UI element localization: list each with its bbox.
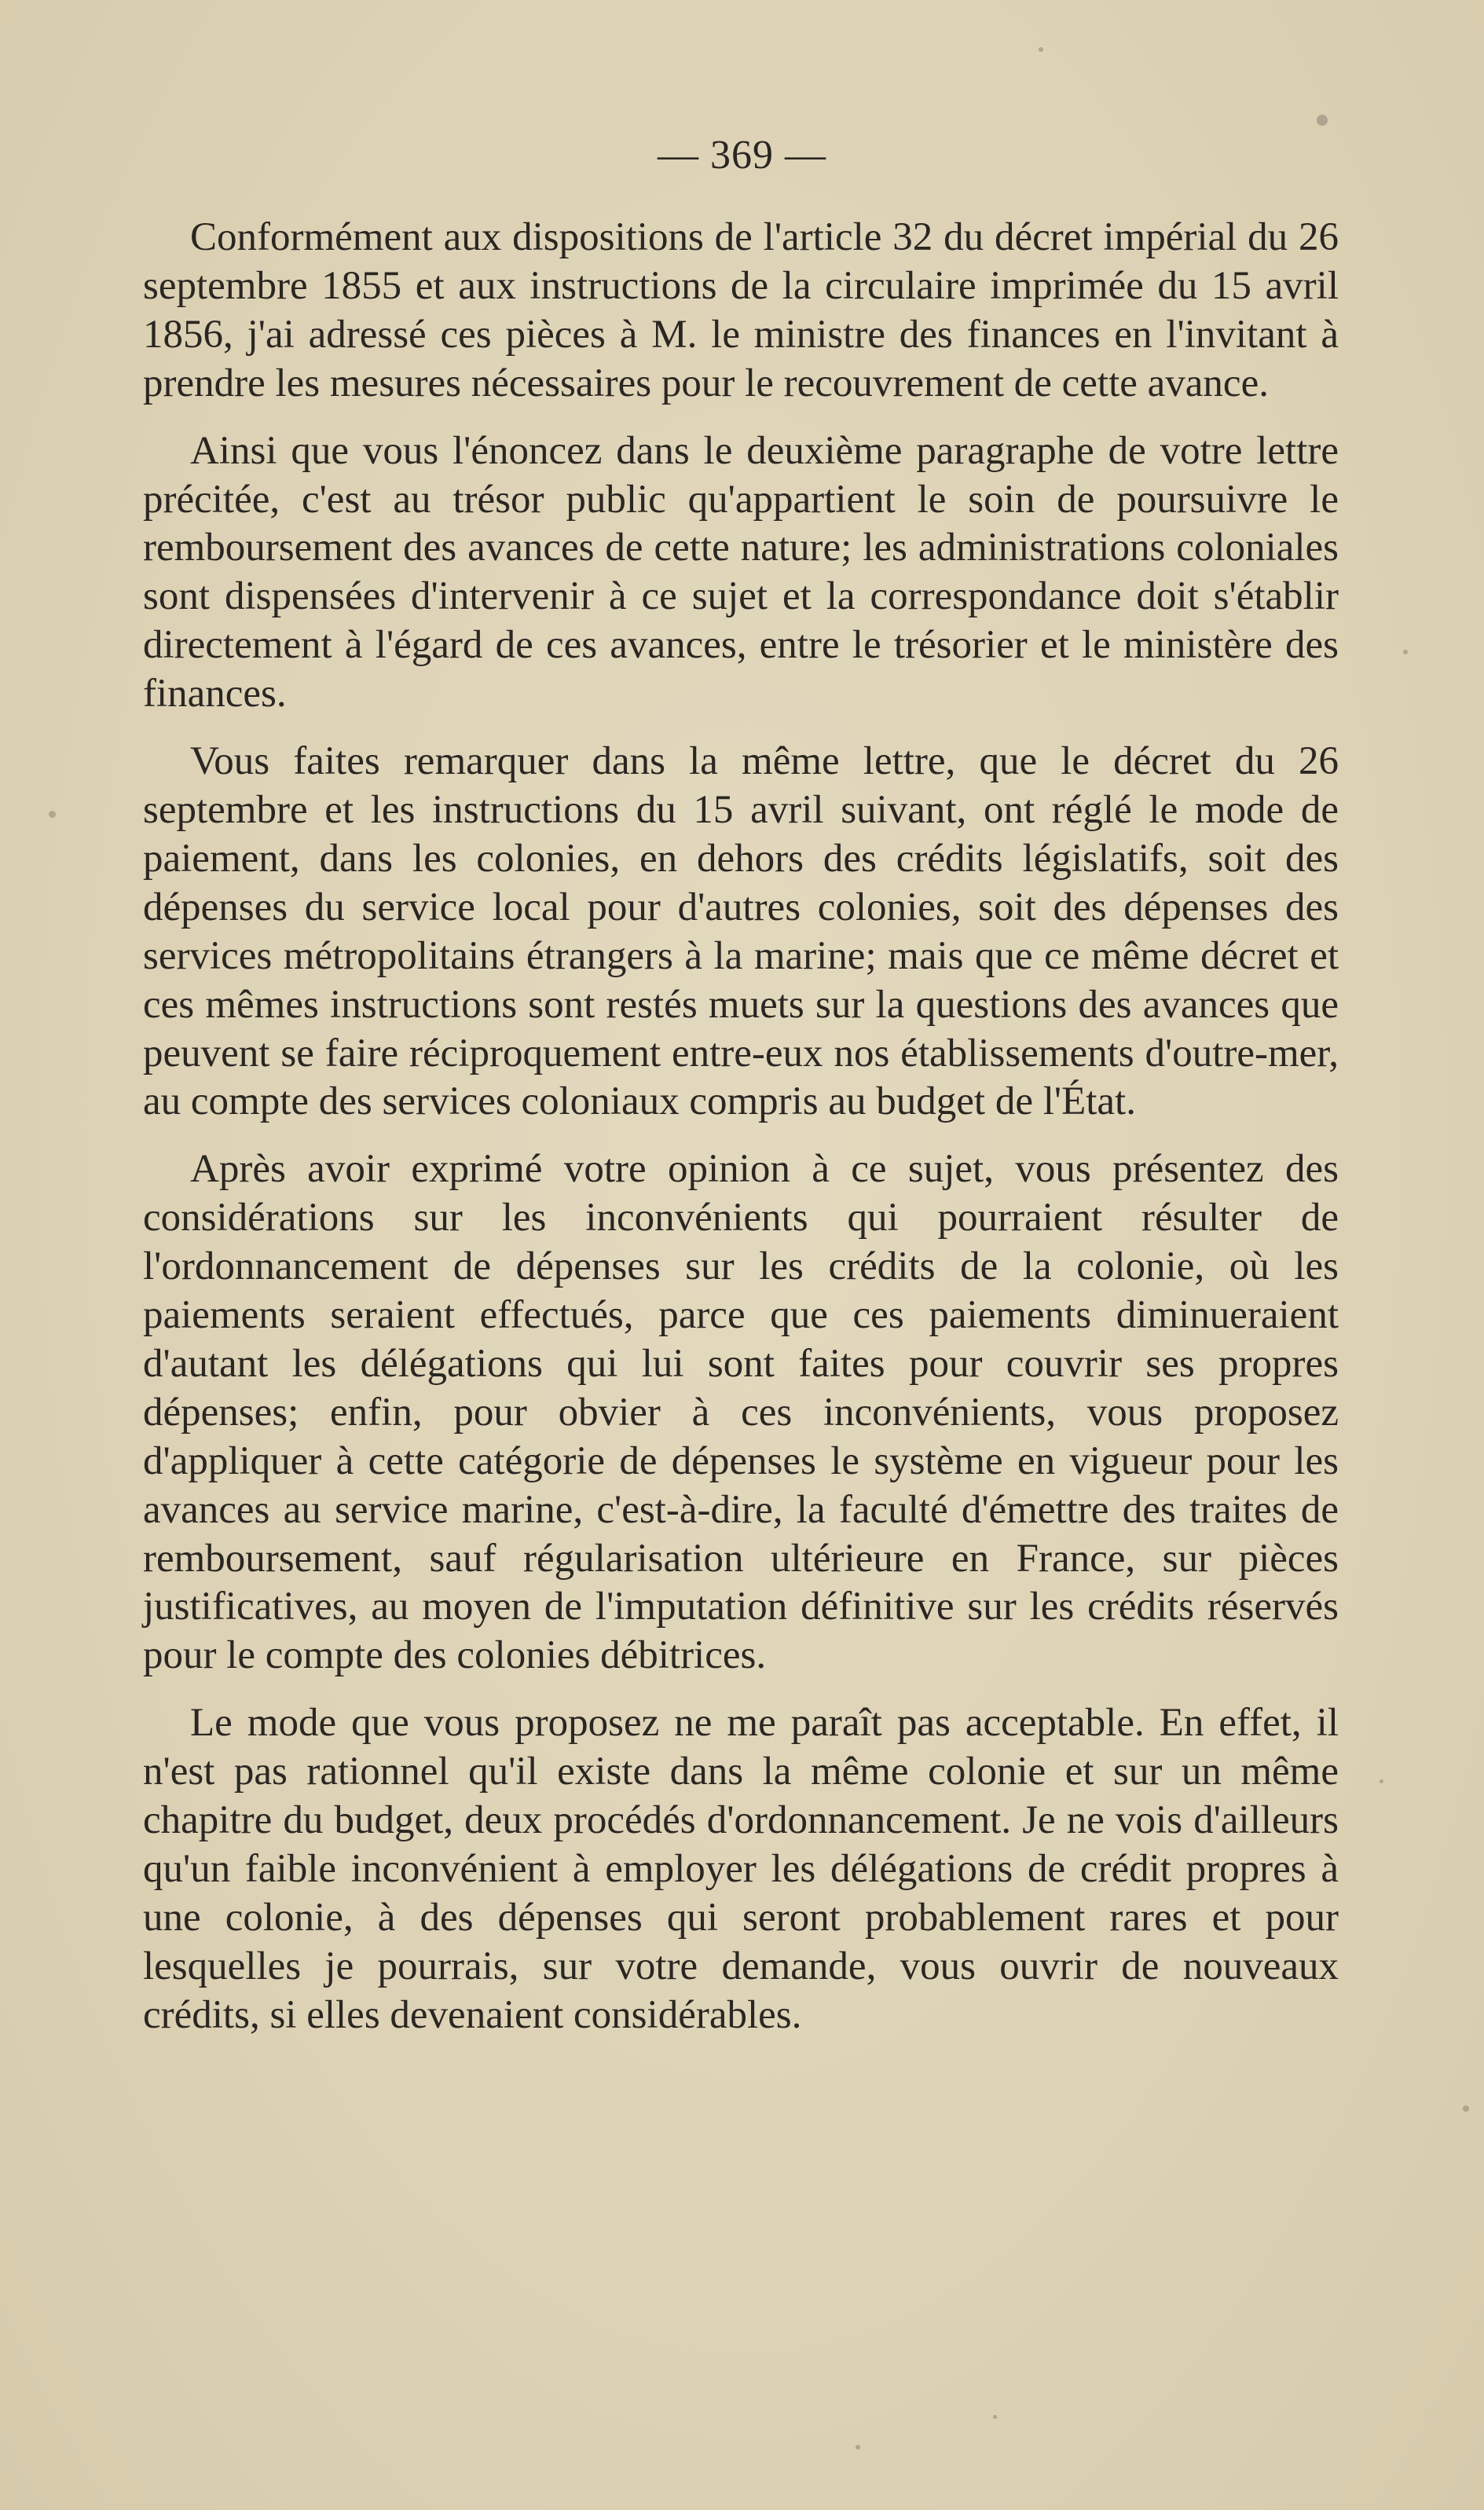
paper-speck — [993, 2415, 997, 2419]
page-number: — 369 — — [658, 133, 826, 178]
paragraph-5: Le mode que vous proposez ne me paraît pas acceptable. En effet, il n'est pas rationnel qu'il existe dans la même colonie et sur un même chapitre du budget, deux procédés d'ordonnancement. Je ne vois d'ailleurs qu'un faible inconvénient à employer les délégations de crédit propres à une colonie, à des dépenses qui seront probablement rares et pour lesquelles je pourrais, sur votre demande, vous ouvrir de nouveaux crédits, si elles devenaient considérables. — [143, 1701, 1339, 2037]
paper-speck — [49, 811, 56, 818]
body-text — [143, 214, 1339, 2059]
paragraph-2: Ainsi que vous l'énoncez dans le deuxième paragraphe de votre lettre précitée, c'est au trésor public qu'appartient le soin de poursuivre le remboursement des avances de cette nature; les administrations coloniales sont dispensées d'intervenir à ce sujet et la correspondance doit s'établir directement à l'égard de ces avances, entre le trésorier et le ministère des finances. — [143, 428, 1339, 716]
paragraph-3: Vous faites remarquer dans la même lettre, que le décret du 26 septembre et les instructions du 15 avril suivant, ont réglé le mode de paiement, dans les colonies, en dehors des crédits législatifs, soit des dépenses du service local pour d'autres colonies, soit des dépenses des services métropolitains étrangers à la marine; mais que ce même décret et ces mêmes instructions sont restés muets sur la questions des avances que peuvent se faire réciproquement entre-eux nos établissements d'outre-mer, au compte des services coloniaux compris au budget de l'État. — [143, 739, 1339, 1124]
paragraph-1: Conformément aux dispositions de l'article 32 du décret impérial du 26 septembre 1855 et aux instructions de la circulaire imprimée du 15 avril 1856, j'ai adressé ces pièces à M. le ministre des finances en l'invitant à prendre les mesures nécessaires pour le recouvrement de cette avance. — [143, 215, 1339, 405]
paper-speck — [856, 2445, 860, 2450]
paper-speck — [1380, 1779, 1383, 1783]
paper-speck — [1317, 115, 1328, 126]
paper-speck — [1463, 2105, 1469, 2112]
paper-speck — [1039, 47, 1043, 52]
paper-speck — [1403, 650, 1408, 654]
paragraph-4: Après avoir exprimé votre opinion à ce sujet, vous présentez des considérations sur les inconvénients qui pourraient résulter de l'ordonnancement de dépenses sur les crédits de la colonie, où les paiements seraient effectués, parce que ces paiements diminueraient d'autant les délégations qui lui sont faites pour couvrir ses propres dépenses; enfin, pour obvier à ces inconvénients, vous proposez d'appliquer à cette catégorie de dépenses le système en vigueur pour les avances au service marine, c'est-à-dire, la faculté d'émettre des traites de remboursement, sauf régularisation ultérieure en France, sur pièces justificatives, au moyen de l'imputation définitive sur les crédits réservés pour le compte des colonies débitrices. — [143, 1147, 1339, 1678]
